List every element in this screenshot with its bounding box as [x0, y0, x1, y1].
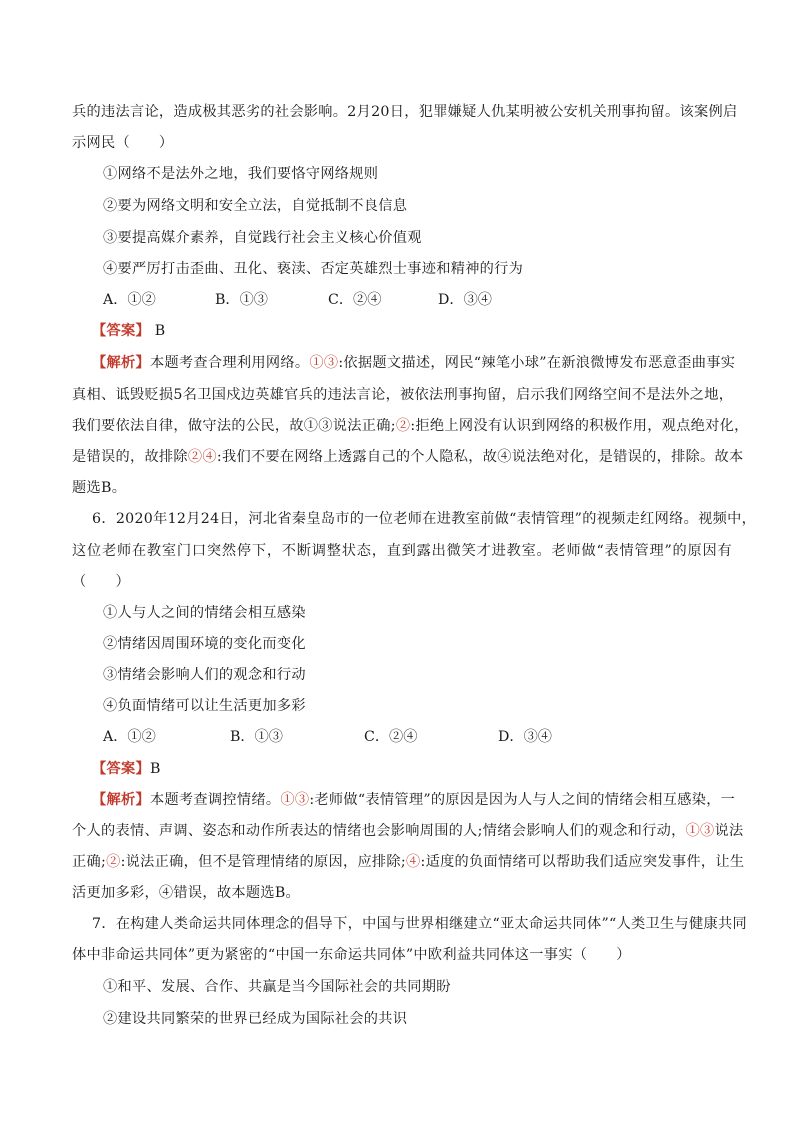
q6-stem-line: 6．2020年12月24日，河北省秦皇岛市的一位老师在进教室前做“表情管理”的视频走红网络。视频中，: [92, 511, 757, 527]
q5-option-d: D．③④: [438, 292, 492, 308]
analysis-text: 正确;: [72, 854, 107, 870]
q6-item: ①人与人之间的情绪会相互感染: [103, 605, 306, 621]
q5-analysis-line: [92, 353, 736, 373]
answer-value: B: [149, 761, 161, 777]
q6-analysis-line: [72, 852, 745, 872]
q6-analysis-line: 活更加多彩，④错误，故本题选B。: [72, 885, 301, 901]
q6-option-a: A．①②: [103, 729, 156, 745]
q5-analysis-line: [72, 416, 749, 436]
analysis-text: 是错误的，故排除: [72, 449, 188, 465]
analysis-highlight: ①③: [280, 792, 310, 808]
analysis-text: :说法正确，但不是管理情绪的原因，应排除;: [120, 854, 406, 870]
analysis-highlight: ②: [395, 418, 411, 434]
analysis-text: :老师做“表情管理”的原因是因为人与人之间的情绪会相互感染，一: [309, 792, 736, 808]
analysis-highlight: ①③: [309, 355, 339, 371]
analysis-text: :拒绝上网没有认识到网络的积极作用，观点绝对化，: [410, 418, 749, 434]
analysis-text: :依据题文描述，网民“辣笔小球”在新浪微博发布恶意歪曲事实: [338, 355, 736, 371]
analysis-highlight: ④: [406, 854, 421, 870]
q5-option-c: C．②④: [328, 292, 382, 308]
q5-item: ③要提高媒介素养，自觉践行社会主义核心价值观: [103, 230, 422, 246]
q5-item: ①网络不是法外之地，我们要恪守网络规则: [103, 166, 379, 182]
q6-item: ③情绪会影响人们的观念和行动: [103, 667, 306, 683]
analysis-text: 我们要依法自律，做守法的公民，故①③说法正确;: [72, 418, 396, 434]
q5-analysis-line: 题选B。: [72, 480, 127, 496]
answer-tag: 【答案】: [92, 761, 150, 777]
q5-option-a: A．①②: [103, 292, 156, 308]
q5-analysis-line: [72, 447, 744, 467]
q6-analysis-line: [72, 821, 744, 841]
q6-option-c: C．②④: [364, 729, 418, 745]
q6-analysis-line: [92, 790, 736, 810]
q7-stem-line: 体中非命运共同体”更为紧密的“中国一东命运共同体”中欧利益共同体这一事实（ ）: [72, 947, 631, 963]
q5-stem-line: 兵的违法言论，造成极其恶劣的社会影响。2月20日，犯罪嫌疑人仇某明被公安机关刑事拘留。该案例启: [72, 104, 738, 120]
q5-stem-line: 示网民（ ）: [72, 135, 174, 151]
analysis-text: 说法: [714, 823, 744, 839]
answer-value: B: [154, 323, 166, 339]
q6-option-b: B．①③: [230, 729, 283, 745]
q5-item: ④要严厉打击歪曲、丑化、亵渎、否定英雄烈士事迹和精神的行为: [103, 261, 524, 277]
analysis-text: 个人的表情、声调、姿态和动作所表达的情绪也会影响周围的人;情绪会影响人们的观念和行动，: [72, 823, 686, 839]
q6-answer: [92, 759, 752, 779]
analysis-highlight: ②: [106, 854, 121, 870]
analysis-text: :我们不要在网络上透露自己的个人隐私，故④说法绝对化，是错误的，排除。故本: [216, 449, 744, 465]
answer-tag: 【答案】: [92, 323, 150, 339]
q6-item: ④负面情绪可以让生活更加多彩: [103, 698, 306, 714]
q7-stem-line: 7．在构建人类命运共同体理念的倡导下，中国与世界相继建立“亚太命运共同体”“人类卫生与健康共同: [92, 916, 747, 932]
q6-stem-line: （ ）: [72, 574, 130, 590]
q5-option-b: B．①③: [215, 292, 268, 308]
analysis-text: 本题考查调控情绪。: [149, 792, 281, 808]
analysis-text: :适度的负面情绪可以帮助我们适应突发事件，让生: [420, 854, 745, 870]
q7-item: ①和平、发展、合作、共赢是当今国际社会的共同期盼: [103, 979, 451, 995]
q6-stem-line: 这位老师在教室门口突然停下，不断调整状态，直到露出微笑才进教室。老师做“表情管理”的原因有: [72, 543, 732, 559]
analysis-tag: 【解析】: [92, 792, 150, 808]
analysis-highlight: ①③: [685, 823, 715, 839]
q5-item: ②要为网络文明和安全立法，自觉抵制不良信息: [103, 198, 408, 214]
q6-item: ②情绪因周围环境的变化而变化: [103, 636, 306, 652]
q5-analysis-line: 真相、诋毁贬损5名卫国戍边英雄官兵的违法言论，被依法刑事拘留，启示我们网络空间不是法外之地，: [72, 387, 734, 403]
analysis-tag: 【解析】: [92, 355, 150, 371]
q6-option-d: D．③④: [498, 729, 552, 745]
q7-item: ②建设共同繁荣的世界已经成为国际社会的共识: [103, 1011, 408, 1027]
analysis-highlight: ②④: [187, 449, 217, 465]
analysis-text: 本题考查合理利用网络。: [149, 355, 310, 371]
q5-answer: [92, 321, 752, 341]
